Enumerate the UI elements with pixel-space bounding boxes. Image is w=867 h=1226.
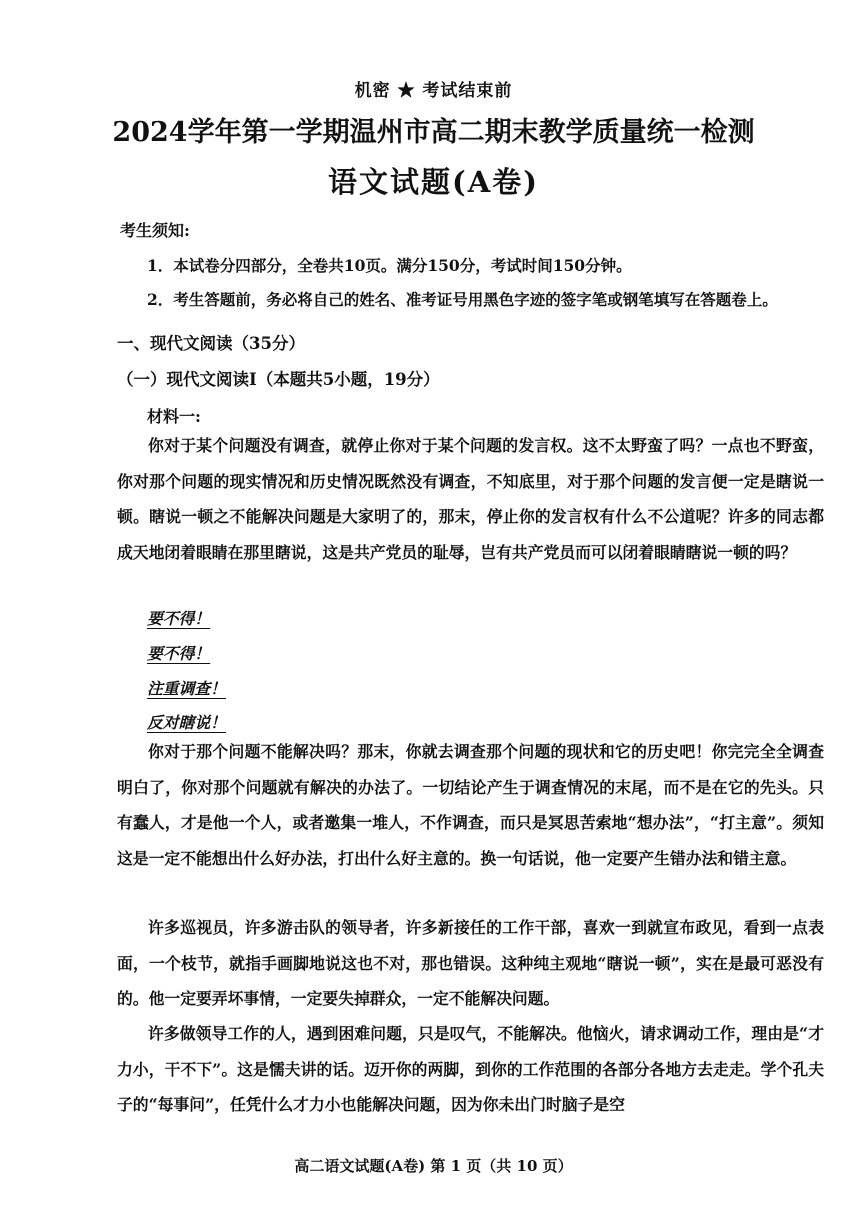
notice-item-2: 2．考生答题前，务必将自己的姓名、准考证号用黑色字迹的签字笔或钢笔填写在答题卷上。 <box>147 290 778 309</box>
paper-title: 语文试题(A卷) <box>328 165 539 199</box>
passage-paragraph-1: 你对于某个问题没有调查，就停止你对于某个问题的发言权。这不太野蛮了吗？一点也不野蛮，你对那个问题的现实情况和历史情况既然没有调查，不知底里，对于那个问题的发言便一定是瞎说一顿。瞎说一顿之不能解决问题是大家明了的，那末，停止你的发言权有什么不公道呢？许多的同志都成天地闭着眼睛在那里瞎说，这是共产党员的耻辱，岂有共产党员而可以闭着眼睛瞎说一顿的吗？ <box>117 436 824 562</box>
passage-paragraph-2: 你对于那个问题不能解决吗？那末，你就去调查那个问题的现状和它的历史吧！你完完全全调查明白了，你对那个问题就有解决的办法了。一切结论产生于调查情况的末尾，而不是在它的先头。只有蠢人，才是他一个人，或者邀集一堆人，不作调查，而只是冥思苦索地“想办法”，“打主意”。须知这是一定不能想出什么好办法，打出什么好主意的。换一句话说，他一定要产生错办法和错主意。 <box>117 742 824 868</box>
passage-paragraph-3: 许多巡视员，许多游击队的领导者，许多新接任的工作干部，喜欢一到就宣布政见，看到一点表面，一个枝节，就指手画脚地说这也不对，那也错误。这种纯主观地“瞎说一顿”，实在是最可恶没有的。他一定要弄坏事情，一定要失掉群众，一定不能解决问题。 <box>117 918 824 1009</box>
confidential-label: 机密 ★ 考试结束前 <box>354 81 513 101</box>
passage-paragraph-4: 许多做领导工作的人，遇到困难问题，只是叹气，不能解决。他恼火，请求调动工作，理由是“才力小，干不下”。这是懦夫讲的话。迈开你的两脚，到你的工作范围的各部分各地方去走走。学个孔夫子的“每事问”，任凭什么才力小也能解决问题，因为你未出门时脑子是空 <box>117 1024 824 1115</box>
material-label: 材料一: <box>147 407 201 426</box>
page-footer: 高二语文试题(A卷) 第 1 页（共 10 页） <box>294 1157 573 1175</box>
exam-title: 2024学年第一学期温州市高二期末教学质量统一检测 <box>112 117 755 148</box>
slogan-3: 注重调查！ <box>147 679 226 698</box>
notice-item-1: 1．本试卷分四部分，全卷共10页。满分150分，考试时间150分钟。 <box>147 256 632 275</box>
slogan-1: 要不得！ <box>147 609 211 628</box>
slogan-4: 反对瞎说！ <box>147 713 226 732</box>
slogan-2: 要不得！ <box>147 644 211 663</box>
notice-heading: 考生须知: <box>120 221 190 240</box>
subsection-heading: （一）现代文阅读Ⅰ（本题共5小题，19分） <box>117 370 440 389</box>
section-heading: 一、现代文阅读（35分） <box>117 334 305 353</box>
